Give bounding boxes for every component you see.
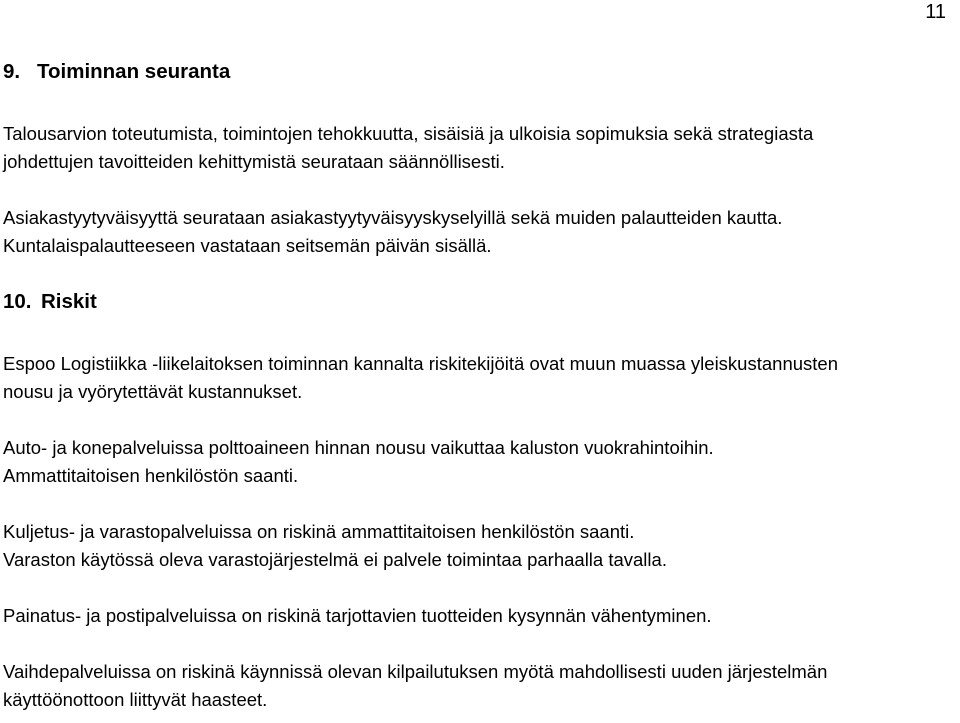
text-line: Kuljetus- ja varastopalveluissa on riskinä ammattitaitoisen henkilöstön saanti. — [3, 521, 635, 542]
paragraph — [3, 602, 955, 630]
text-line: Talousarvion toteutumista, toimintojen tehokkuutta, sisäisiä ja ulkoisia sopimuksia sekä strategiasta — [3, 123, 814, 144]
document-body — [3, 58, 955, 714]
paragraph — [3, 120, 955, 176]
text-line: Ammattitaitoisen henkilöstön saanti. — [3, 465, 299, 486]
text-line: Varaston käytössä oleva varastojärjestelmä ei palvele toimintaa parhaalla tavalla. — [3, 549, 667, 570]
text-line: nousu ja vyörytettävät kustannukset. — [3, 381, 303, 402]
section-heading-9 — [3, 58, 955, 86]
section-title: Toiminnan seuranta — [37, 60, 231, 83]
section-title: Riskit — [41, 290, 97, 313]
paragraph — [3, 658, 955, 714]
text-line: Vaihdepalveluissa on riskinä käynnissä olevan kilpailutuksen myötä mahdollisesti uuden järjestelmän — [3, 661, 828, 682]
text-line: Espoo Logistiikka -liikelaitoksen toiminnan kannalta riskitekijöitä ovat muun muassa yleiskustannusten — [3, 353, 838, 374]
paragraph — [3, 434, 955, 490]
page-number: 11 — [925, 1, 946, 23]
paragraph — [3, 204, 955, 260]
paragraph — [3, 350, 955, 406]
paragraph — [3, 518, 955, 574]
section-heading-10 — [3, 288, 955, 316]
text-line: Painatus- ja postipalveluissa on riskinä tarjottavien tuotteiden kysynnän vähentyminen. — [3, 605, 712, 626]
section-number: 9. — [3, 60, 21, 83]
text-line: käyttöönottoon liittyvät haasteet. — [3, 689, 268, 710]
text-line: Auto- ja konepalveluissa polttoaineen hinnan nousu vaikuttaa kaluston vuokrahintoihin. — [3, 437, 714, 458]
section-number: 10. — [3, 290, 32, 313]
text-line: Kuntalaispalautteeseen vastataan seitsemän päivän sisällä. — [3, 235, 492, 256]
text-line: Asiakastyytyväisyyttä seurataan asiakastyytyväisyyskyselyillä sekä muiden palautteiden kautta. — [3, 207, 783, 228]
text-line: johdettujen tavoitteiden kehittymistä seurataan säännöllisesti. — [3, 151, 505, 172]
